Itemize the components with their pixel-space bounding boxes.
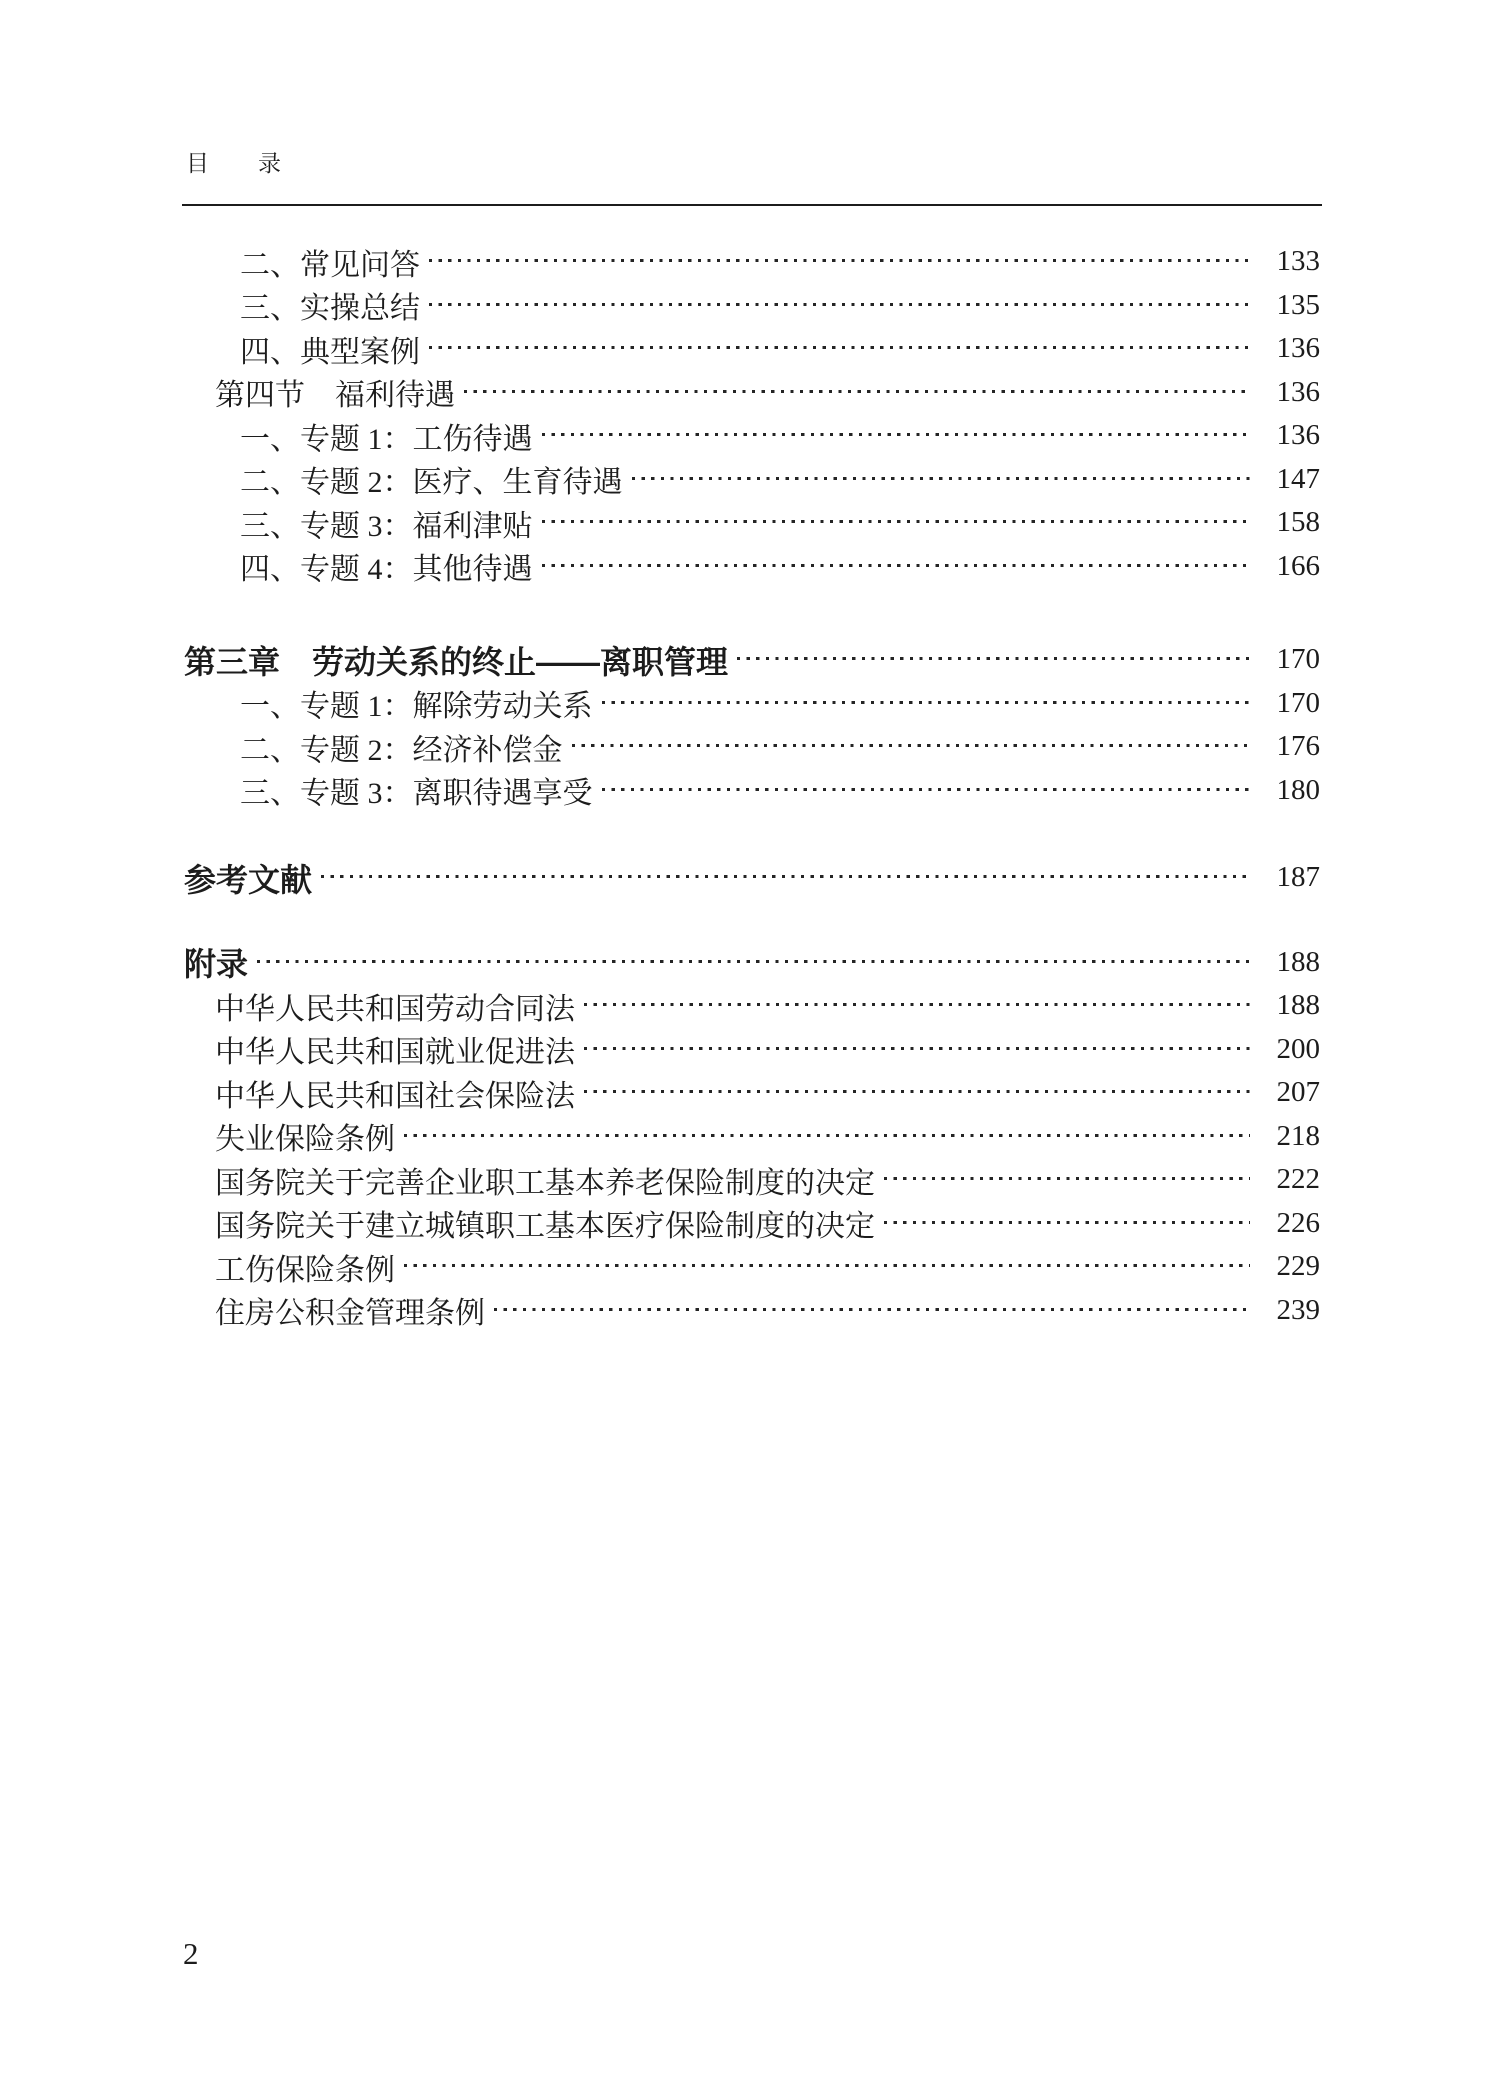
dot-leader <box>884 1177 1250 1180</box>
toc-page-number: 136 <box>1276 332 1320 365</box>
toc-entry-label: 二、常见问答 <box>240 248 420 282</box>
toc-entry-label: 国务院关于完善企业职工基本养老保险制度的决定 <box>215 1166 875 1200</box>
toc-page-number: 170 <box>1276 643 1320 676</box>
toc-page-number: 229 <box>1276 1250 1320 1283</box>
dot-leader <box>404 1264 1250 1267</box>
dot-leader <box>602 788 1251 791</box>
toc-page-number: 147 <box>1276 462 1320 495</box>
toc-page-number: 170 <box>1276 686 1320 719</box>
dot-leader <box>257 960 1250 963</box>
toc-page-number: 187 <box>1276 861 1320 894</box>
dot-leader <box>602 701 1251 704</box>
toc-row <box>184 458 1320 502</box>
toc-entry-label: 中华人民共和国就业促进法 <box>215 1036 575 1070</box>
toc-entry-label: 四、典型案例 <box>240 335 420 369</box>
toc-row <box>184 1202 1320 1246</box>
toc-row <box>184 284 1320 328</box>
toc-row <box>184 725 1320 769</box>
toc-row <box>184 1289 1320 1333</box>
toc-page-number: 176 <box>1276 730 1320 763</box>
dot-leader <box>494 1308 1250 1311</box>
dot-leader <box>884 1221 1250 1224</box>
toc-entry-label: 二、专题 2：医疗、生育待遇 <box>240 466 623 500</box>
toc-page-number: 222 <box>1276 1163 1320 1196</box>
toc-entry-label: 二、专题 2：经济补偿金 <box>240 733 563 767</box>
toc-block <box>184 638 1320 812</box>
toc-row <box>184 769 1320 813</box>
page-number-folio: 2 <box>183 1936 199 1971</box>
toc-page-number: 218 <box>1276 1119 1320 1152</box>
dot-leader <box>584 1047 1250 1050</box>
toc-row <box>184 638 1320 682</box>
toc-row <box>184 1028 1320 1072</box>
toc-entry-label: 国务院关于建立城镇职工基本医疗保险制度的决定 <box>215 1210 875 1244</box>
toc-block <box>184 240 1320 588</box>
toc-row <box>184 984 1320 1028</box>
toc-entry-label: 三、专题 3：福利津贴 <box>240 509 533 543</box>
toc-row <box>184 682 1320 726</box>
dot-leader <box>584 1090 1250 1093</box>
table-of-contents <box>184 240 1320 1332</box>
header-rule <box>182 204 1322 206</box>
toc-page-number: 200 <box>1276 1032 1320 1065</box>
toc-row <box>184 240 1320 284</box>
toc-page-number: 133 <box>1276 245 1320 278</box>
toc-entry-label: 一、专题 1：解除劳动关系 <box>240 690 593 724</box>
dot-leader <box>632 477 1251 480</box>
toc-row <box>184 371 1320 415</box>
toc-row <box>184 545 1320 589</box>
toc-page-number: 180 <box>1276 773 1320 806</box>
dot-leader <box>429 259 1250 262</box>
dot-leader <box>572 744 1251 747</box>
toc-page-number: 136 <box>1276 375 1320 408</box>
toc-row <box>184 1158 1320 1202</box>
toc-page-number: 166 <box>1276 549 1320 582</box>
dot-leader <box>542 433 1251 436</box>
dot-leader <box>321 875 1250 878</box>
toc-entry-label: 失业保险条例 <box>215 1123 395 1157</box>
dot-leader <box>542 520 1251 523</box>
toc-entry-label: 第四节 福利待遇 <box>215 379 455 413</box>
toc-entry-label: 三、实操总结 <box>240 292 420 326</box>
dot-leader <box>584 1003 1250 1006</box>
toc-page-number: 188 <box>1276 989 1320 1022</box>
toc-entry-label: 住房公积金管理条例 <box>215 1297 485 1331</box>
toc-entry-label: 第三章 劳动关系的终止——离职管理 <box>184 643 729 680</box>
toc-page-number: 136 <box>1276 419 1320 452</box>
toc-entry-label: 附录 <box>184 946 249 983</box>
toc-row <box>184 856 1320 900</box>
dot-leader <box>429 346 1250 349</box>
toc-page-number: 188 <box>1276 945 1320 978</box>
toc-row <box>184 501 1320 545</box>
toc-page-number: 158 <box>1276 506 1320 539</box>
running-head-title: 目 录 <box>186 151 282 176</box>
toc-row <box>184 1071 1320 1115</box>
toc-page-number: 207 <box>1276 1076 1320 1109</box>
toc-page-number: 135 <box>1276 288 1320 321</box>
dot-leader <box>464 390 1250 393</box>
dot-leader <box>429 303 1250 306</box>
dot-leader <box>737 657 1250 660</box>
toc-row <box>184 327 1320 371</box>
dot-leader <box>542 564 1251 567</box>
toc-block <box>184 856 1320 900</box>
toc-block <box>184 941 1320 1333</box>
toc-entry-label: 一、专题 1：工伤待遇 <box>240 422 533 456</box>
toc-entry-label: 中华人民共和国社会保险法 <box>215 1079 575 1113</box>
toc-row <box>184 1115 1320 1159</box>
toc-entry-label: 三、专题 3：离职待遇享受 <box>240 777 593 811</box>
toc-row <box>184 941 1320 985</box>
toc-entry-label: 四、专题 4：其他待遇 <box>240 553 533 587</box>
toc-entry-label: 工伤保险条例 <box>215 1253 395 1287</box>
toc-entry-label: 参考文献 <box>184 861 313 898</box>
toc-page-number: 239 <box>1276 1293 1320 1326</box>
toc-page-number: 226 <box>1276 1206 1320 1239</box>
toc-row <box>184 1245 1320 1289</box>
toc-entry-label: 中华人民共和国劳动合同法 <box>215 992 575 1026</box>
toc-row <box>184 414 1320 458</box>
dot-leader <box>404 1134 1250 1137</box>
